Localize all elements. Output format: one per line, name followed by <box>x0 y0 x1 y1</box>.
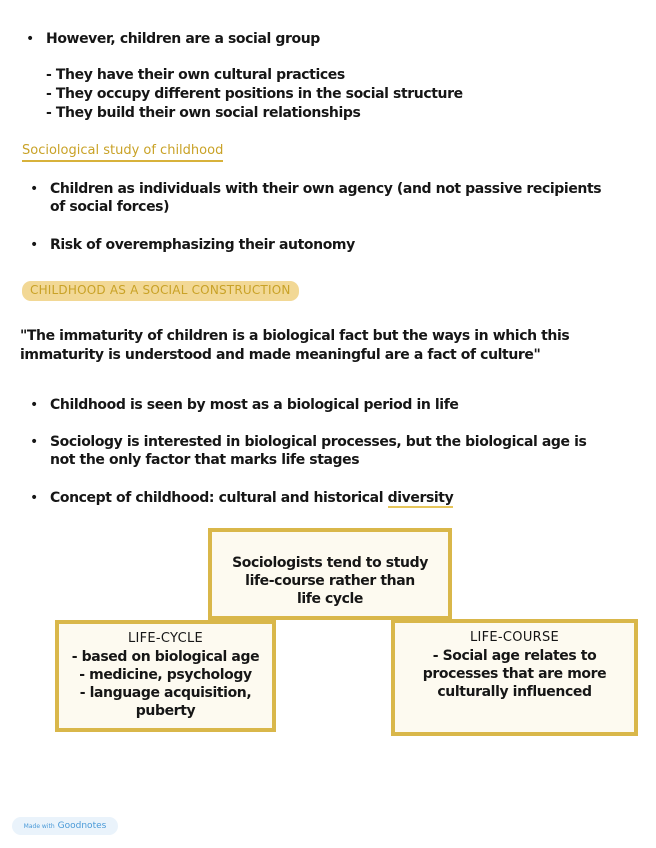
bullet-line: not the only factor that marks life stages <box>50 452 360 468</box>
life-course-line: culturally influenced <box>437 684 592 700</box>
life-cycle-line: - language acquisition, <box>79 685 252 701</box>
diagram-life-course-box <box>391 619 638 736</box>
bullet-dot: • <box>30 181 38 197</box>
section2-bullet <box>30 433 630 469</box>
section-heading-social-construction: CHILDHOOD AS A SOCIAL CONSTRUCTION <box>22 281 299 301</box>
bullet-dot: • <box>30 490 38 506</box>
life-cycle-line: - medicine, psychology <box>79 667 252 683</box>
quote-line: immaturity is understood and made meaningful are a fact of culture" <box>20 347 541 363</box>
diagram-top-line: Sociologists tend to study <box>232 555 428 571</box>
concept-text: Concept of childhood: cultural and historical <box>50 490 388 506</box>
badge-prefix: Made with <box>23 823 55 830</box>
life-cycle-title: LIFE-CYCLE <box>127 631 204 646</box>
intro-sub-item: - They occupy different positions in the social structure <box>46 86 463 102</box>
section-heading-sociological-study: Sociological study of childhood <box>22 143 223 162</box>
diagram-top-box <box>208 528 452 620</box>
bullet-dot: • <box>30 434 38 450</box>
section1-bullet <box>30 236 355 254</box>
bullet-line: Sociology is interested in biological processes, but the biological age is <box>50 434 587 450</box>
intro-sub-list <box>46 66 463 123</box>
bullet-dot: • <box>26 31 34 47</box>
concept-highlight: diversity <box>387 490 454 506</box>
intro-sub-item: - They have their own cultural practices <box>46 67 345 83</box>
quote-line: "The immaturity of children is a biological fact but the ways in which this <box>20 328 570 344</box>
bullet-dot: • <box>30 397 38 413</box>
goodnotes-badge <box>12 817 118 835</box>
life-course-title: LIFE-COURSE <box>469 630 560 645</box>
bullet-line: of social forces) <box>50 199 170 215</box>
badge-brand: Goodnotes <box>57 821 107 831</box>
intro-bullet <box>26 30 320 48</box>
diagram-top-line: life-course rather than <box>245 573 415 589</box>
section2-bullet <box>30 396 459 414</box>
intro-sub-item: - They build their own social relationships <box>46 105 361 121</box>
diagram-life-cycle-box <box>55 620 276 732</box>
life-cycle-line: puberty <box>135 703 196 719</box>
intro-bullet-text: However, children are a social group <box>46 31 320 47</box>
bullet-line: Childhood is seen by most as a biological period in life <box>50 397 459 413</box>
section2-bullet-concept <box>30 489 454 507</box>
section1-bullet <box>30 180 630 216</box>
life-cycle-line: - based on biological age <box>71 649 260 665</box>
quote-block <box>20 327 630 365</box>
life-course-line: processes that are more <box>422 666 607 682</box>
bullet-line: Children as individuals with their own agency (and not passive recipients <box>50 181 602 197</box>
bullet-dot: • <box>30 237 38 253</box>
life-course-line: - Social age relates to <box>432 648 597 664</box>
bullet-line: Risk of overemphasizing their autonomy <box>50 237 355 253</box>
diagram-top-line: life cycle <box>296 591 364 607</box>
